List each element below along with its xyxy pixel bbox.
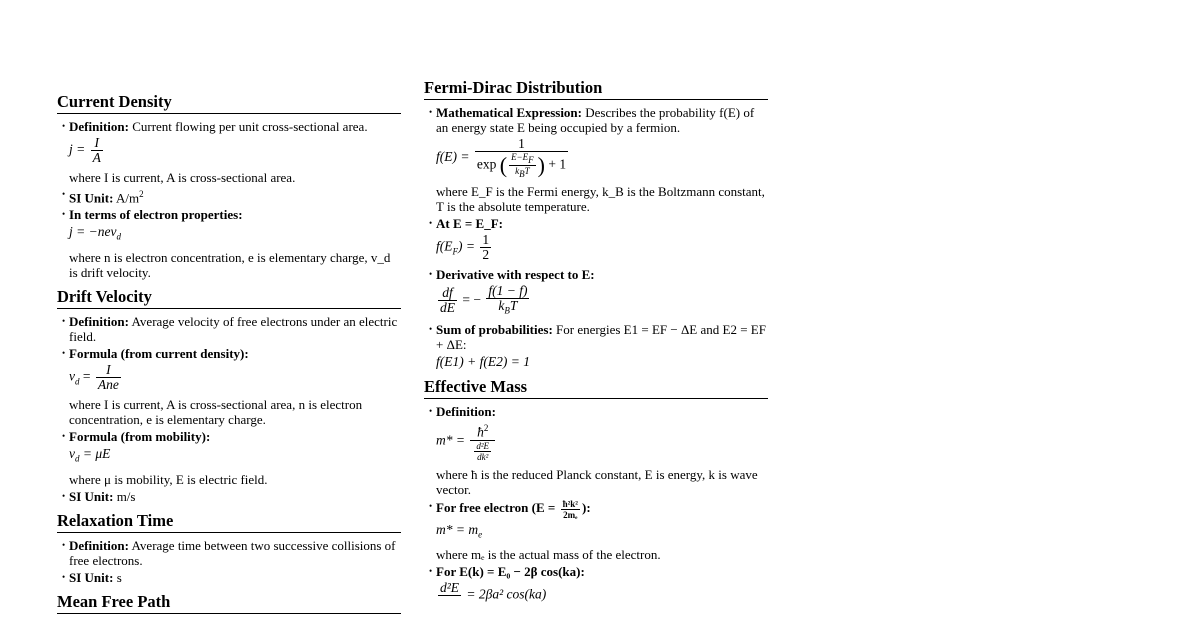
inner-denominator-sub: B (519, 168, 525, 179)
equation-note: where I is current, A is cross-sectional area. (69, 170, 296, 185)
numerator-sup: 2 (483, 423, 489, 434)
numerator: 1 (482, 231, 490, 247)
definition-label: Definition: (69, 537, 129, 553)
eq-sign: = (82, 368, 91, 384)
current-density-heading: Current Density (57, 92, 401, 114)
si-label: SI Unit: (69, 190, 114, 206)
si-value: m/s (116, 488, 136, 504)
numerator: df (442, 284, 453, 300)
inner-denominator-tail: T (524, 165, 530, 176)
eq-lhs: v (69, 446, 75, 462)
fraction-df-de (438, 286, 457, 315)
drift-velocity-heading: Drift Velocity (57, 287, 401, 309)
eq-lhs: j = (69, 141, 86, 157)
numerator: ħ (477, 424, 484, 440)
denominator: dE (440, 299, 455, 315)
si-label: SI Unit: (69, 488, 114, 504)
eq-lhs: f(E) = (436, 148, 470, 164)
definition-label: Definition: (69, 119, 129, 134)
relaxation-time-si-unit (57, 570, 401, 585)
fraction (470, 421, 495, 462)
effective-mass-equation (436, 421, 768, 462)
eq-lhs-sub: F (452, 245, 458, 256)
eq2: m* = m (436, 521, 479, 537)
fraction (475, 137, 568, 179)
denominator-expression: exp ( $\frac{E-E_F}{k_BT}$ ) + 1 (476, 152, 567, 179)
numerator: I (106, 362, 111, 378)
equation-note: where ħ is the reduced Planck constant, E is energy, k is wave vector. (436, 466, 758, 497)
definition-label: Definition: (69, 314, 129, 330)
fraction-rhs (486, 284, 529, 318)
si-value: A/m (115, 190, 140, 206)
inner-denominator: dk² (477, 451, 489, 462)
current-density-si-unit (57, 187, 401, 205)
numerator: f(1 − f) (488, 282, 528, 298)
sum-eq: f(E1) + f(E2) = 1 (436, 354, 530, 370)
formula-label: Formula (from current density): (69, 346, 249, 362)
eq2-sub: d (116, 232, 121, 243)
derivative-label: Derivative with respect to E: (436, 266, 595, 282)
eq2: j = −nev (69, 224, 117, 240)
fermi-dirac-heading: Fermi-Dirac Distribution (424, 78, 768, 100)
eq-lhs-tail: ) = (458, 238, 475, 254)
drift-velocity-si-unit (57, 489, 401, 504)
cosine-band-equation (436, 581, 768, 610)
electron-props-label: In terms of electron properties: (69, 207, 243, 223)
drift-velocity-formula-current (57, 346, 401, 427)
exp-label: exp (476, 156, 497, 172)
definition-label: Definition: (436, 404, 496, 420)
eq-sign: = − (462, 291, 481, 307)
inner-numerator-sub: F (528, 154, 534, 165)
free-electron-label: For free electron (E = $\frac{\text{ħ²k²}}{\text{2mₑ}}$ ): (436, 498, 591, 520)
si-superscript: 2 (139, 189, 144, 199)
right-column (424, 78, 768, 617)
denominator: Ane (97, 377, 119, 393)
eq-lhs-sub: d (75, 376, 80, 387)
denominator: 2 (482, 246, 490, 262)
current-density-section (57, 92, 401, 280)
fermi-dirac-section (424, 78, 768, 370)
fraction (91, 136, 103, 165)
derivative-equation (436, 284, 768, 318)
drift-velocity-equation-1 (69, 363, 401, 392)
free-electron-equation (436, 522, 768, 543)
denominator: A (92, 150, 101, 165)
definition-text: Average time between two successive collisions of free electrons. (69, 537, 396, 568)
definition-text: Average velocity of free electrons under an electric field. (69, 314, 398, 345)
fermi-dirac-at-ef (424, 216, 768, 262)
at-ef-equation (436, 233, 768, 262)
current-density-definition (57, 119, 401, 185)
relaxation-time-heading: Relaxation Time (57, 511, 401, 533)
denominator: k (498, 297, 505, 313)
si-value: s (116, 569, 122, 585)
eq-lhs: f(E (436, 238, 453, 254)
sum-label: Sum of probabilities: (436, 322, 553, 338)
eq-rhs: = 2βa² cos(ka) (466, 587, 547, 603)
math-label: Mathematical Expression: (436, 105, 582, 120)
eq-lhs-sub: d (75, 453, 80, 464)
free-fraction: $\frac{\text{ħ²k²}}{\text{2mₑ}}$ (562, 498, 578, 520)
fermi-dirac-sum (424, 322, 768, 370)
fermi-dirac-math-expression (424, 105, 768, 214)
numerator: 1 (475, 137, 568, 152)
effective-mass-heading: Effective Mass (424, 377, 768, 399)
numerator: d²E (440, 580, 460, 596)
electron-props-note: where n is electron concentration, e is elementary charge, v_d is drift velocity. (69, 250, 391, 281)
mean-free-path-section (57, 592, 401, 614)
relaxation-time-section (57, 511, 401, 585)
inner-fraction (472, 441, 493, 462)
fermi-dirac-derivative (424, 267, 768, 318)
fraction (480, 233, 491, 262)
denominator-tail: T (509, 297, 518, 313)
math-text: Describes the probability f(E) of an energy state E being occupied by a fermion. (436, 105, 755, 135)
inner-numerator: d²E (476, 440, 490, 451)
definition-text: Current flowing per unit cross-sectional area. (132, 119, 368, 134)
eq-lhs: v (69, 368, 75, 384)
fermi-dirac-equation (436, 137, 768, 179)
inner-denominator: k (515, 165, 520, 176)
effective-mass-definition (424, 404, 768, 497)
inner-fraction (509, 152, 536, 179)
left-column (57, 92, 401, 621)
eq2-sub: e (478, 529, 483, 540)
drift-velocity-section (57, 287, 401, 504)
effective-mass-free-electron (424, 499, 768, 563)
effective-mass-cosine-band (424, 564, 768, 610)
formula-label: Formula (from mobility): (69, 429, 211, 445)
plus-one: + 1 (548, 156, 567, 172)
mean-free-path-heading: Mean Free Path (57, 592, 401, 614)
effective-mass-section (424, 377, 768, 610)
fraction (438, 581, 461, 610)
denominator-sub: B (504, 305, 510, 316)
fraction (96, 363, 121, 392)
inner-numerator: E−E (511, 152, 529, 162)
drift-velocity-definition (57, 314, 401, 344)
current-density-electron-props (57, 207, 401, 280)
eq-rhs: = μE (82, 446, 111, 462)
equation-note: where E_F is the Fermi energy, k_B is the Boltzmann constant, T is the absolute temperature. (436, 183, 765, 214)
numerator: I (94, 135, 99, 150)
at-label: At E = E_F: (436, 215, 503, 231)
relaxation-time-definition (57, 538, 401, 568)
electron-props-equation (69, 224, 401, 245)
cosine-band-label: For E(k) = E₀ − 2β cos(ka): (436, 564, 585, 580)
equation-note: where I is current, A is cross-sectional area, n is electron concentration, e is elementary charge. (69, 397, 363, 428)
sum-text: For energies E1 = EF − ΔE and E2 = EF + ΔE: (436, 322, 766, 353)
si-label: SI Unit: (69, 569, 114, 585)
eq-lhs: m* = (436, 432, 465, 448)
drift-velocity-formula-mobility (57, 429, 401, 487)
sum-equation (436, 354, 768, 370)
equation-note: where μ is mobility, E is electric field. (69, 471, 268, 487)
drift-velocity-equation-2 (69, 446, 401, 467)
current-density-equation (69, 136, 401, 165)
equation-note: where mₑ is the actual mass of the electron. (436, 547, 661, 563)
